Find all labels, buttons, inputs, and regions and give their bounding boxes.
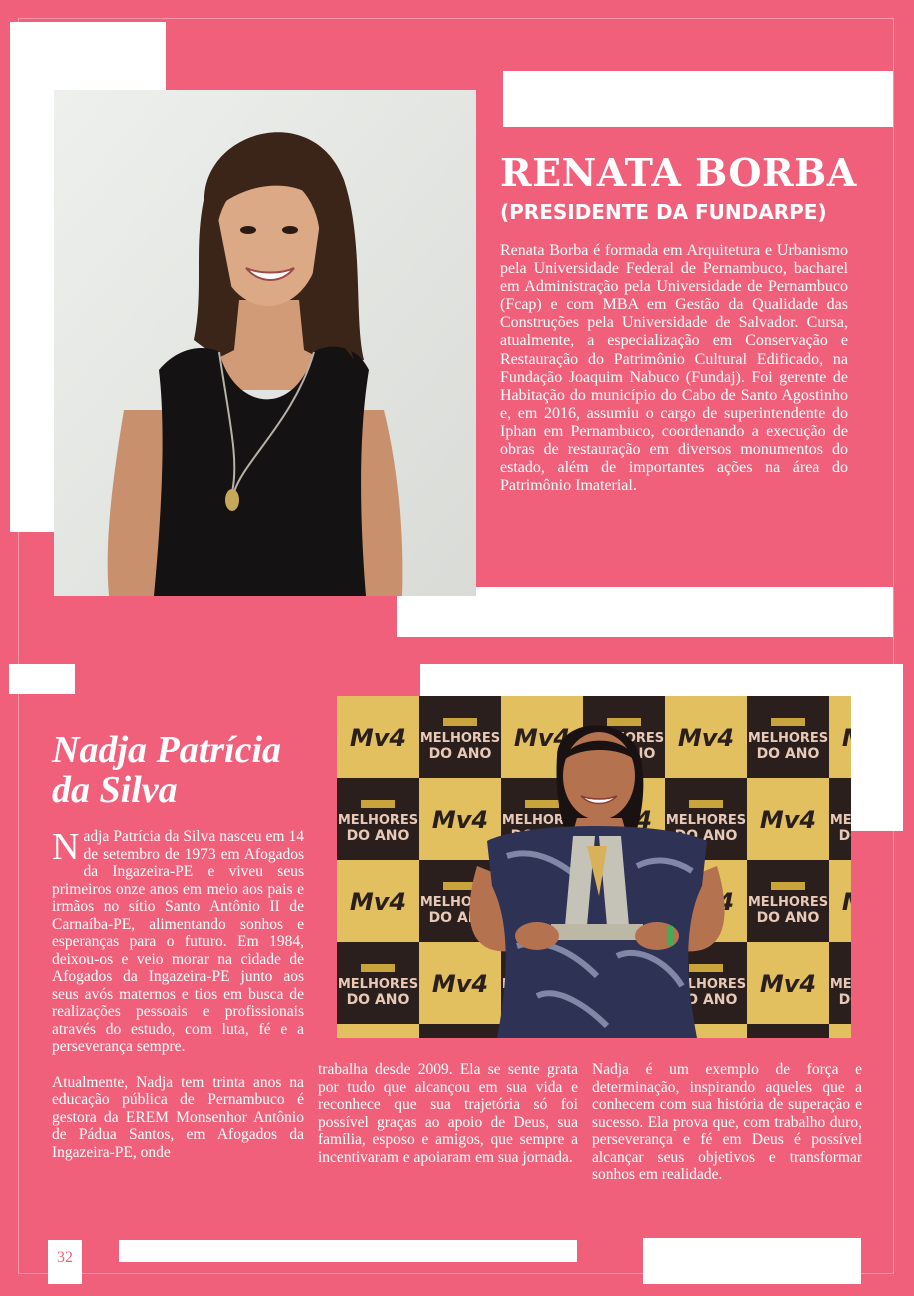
decor-block-small-left bbox=[9, 664, 75, 694]
portrait-illustration bbox=[54, 90, 476, 596]
profile1-subtitle: (PRESIDENTE DA FUNDARPE) bbox=[500, 200, 827, 224]
decor-bar-bottom bbox=[119, 1240, 577, 1262]
page-number: 32 bbox=[48, 1240, 82, 1284]
dropcap: N bbox=[52, 826, 80, 868]
profile2-name-line1: Nadja Patrícia bbox=[52, 729, 282, 771]
article-column-3 bbox=[592, 1061, 862, 1184]
column1-paragraph-1-text: adja Patrícia da Silva nasceu em 14 de setembro de 1973 em Afogados da Ingazeira-PE e viveu seus primeiros onze anos em meio aos pais e irmãos no sítio Santo Antônio II de Carnaíba-PE, alimentando sonhos e esperanças para o futuro. Em 1984, deixou-os e veio morar na cidade de Afogados da Ingazeira-PE junto aos seus avós maternos e tios em busca de realizações pessoais e profissionais através do estudo, com luta, fé e a perseverança sempre. bbox=[52, 828, 304, 1055]
profile1-bio: Renata Borba é formada em Arquitetura e Urbanismo pela Universidade Federal de Pernambuco, bacharel em Administração pela Universidade de Pernambuco (Fcap) e com MBA em Gestão da Qualidade das Construções pela Universidade de Salvador. Cursa, atualmente, a especialização em Conservação e Restauração do Patrimônio Cultural Edificado, na Fundação Joaquim Nabuco (Fundaj). Foi gerente de Habitação do município do Cabo de Santo Agostinho e, em 2016, assumiu o cargo de superintendente do Iphan em Pernambuco, coordenando a execução de obras de restauração em diversos monumentos do estado, além de importantes ações na área do Patrimônio Imaterial. bbox=[500, 242, 848, 495]
portrait-photo-renata bbox=[54, 90, 476, 596]
article-column-1 bbox=[52, 828, 304, 1161]
profile2-name bbox=[52, 730, 281, 810]
column2-paragraph: trabalha desde 2009. Ela se sente grata por tudo que alcançou em sua vida e reconhece que sua trajetória só foi possível graças ao apoio de Deus, sua família, esposo e amigos, que sempre a incentivaram e apoiaram em sua jornada. bbox=[318, 1061, 578, 1166]
award-photo-nadja bbox=[337, 696, 851, 1038]
article-column-2 bbox=[318, 1061, 578, 1166]
award-illustration bbox=[337, 696, 851, 1038]
decor-block-top-right bbox=[503, 71, 893, 127]
profile2-name-line2: da Silva bbox=[52, 769, 178, 811]
decor-block-bottom-right bbox=[643, 1238, 861, 1284]
profile1-name: RENATA BORBA bbox=[500, 150, 857, 195]
column1-paragraph-2: Atualmente, Nadja tem trinta anos na educação pública de Pernambuco é gestora da EREM Monsenhor Antônio de Pádua Santos, em Afogados da Ingazeira-PE, onde bbox=[52, 1073, 304, 1161]
column3-paragraph: Nadja é um exemplo de força e determinação, inspirando aqueles que a conhecem com sua história de superação e sucesso. Ela prova que, com trabalho duro, perseverança e fé em Deus é possível alcançar seus objetivos e transformar sonhos em realidade. bbox=[592, 1061, 862, 1183]
column1-paragraph-1 bbox=[52, 828, 304, 1056]
